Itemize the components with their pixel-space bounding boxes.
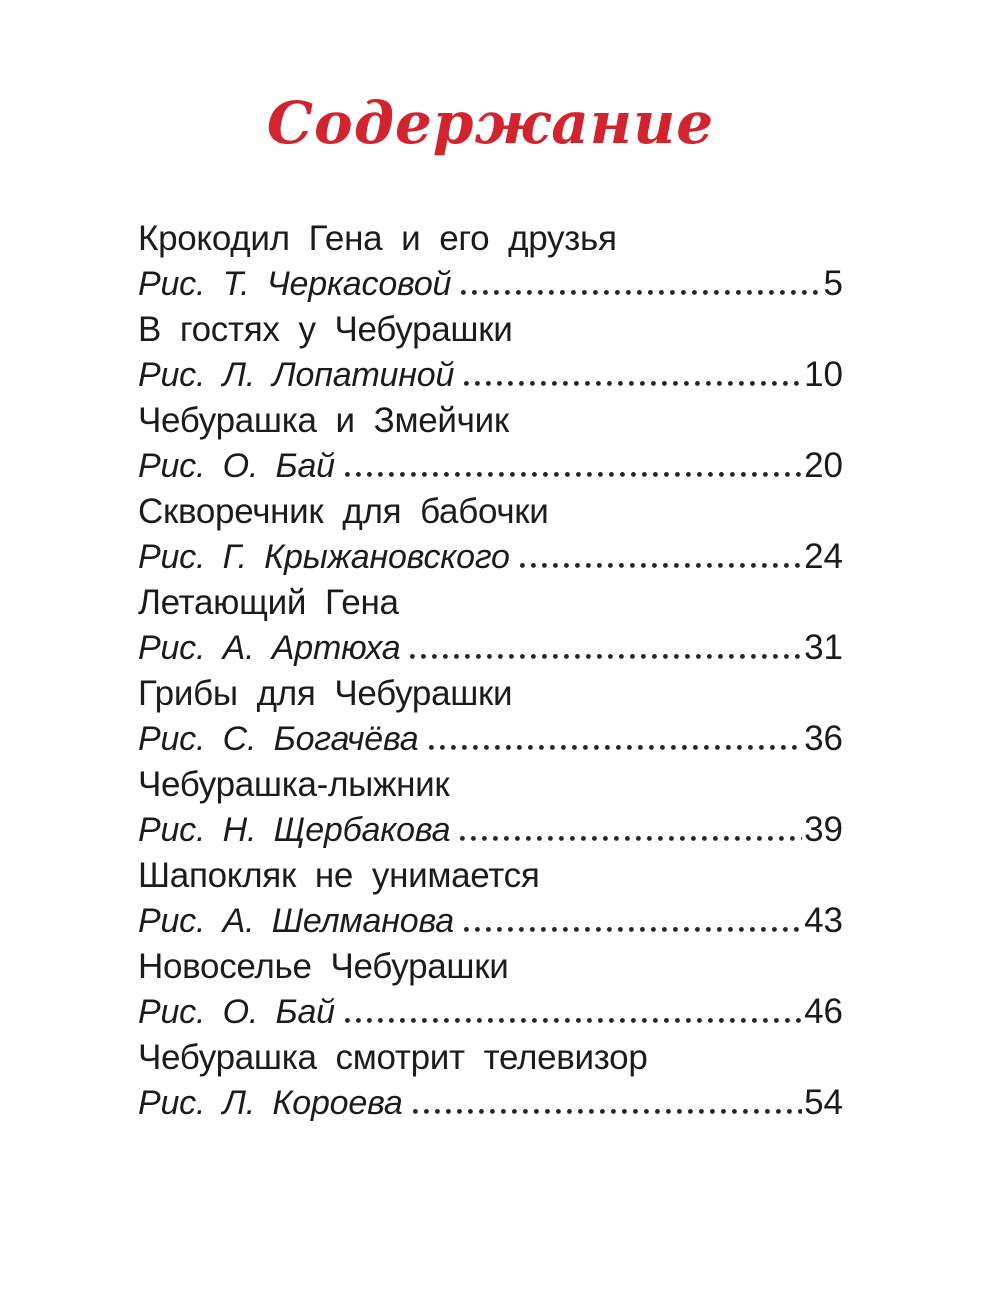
- illustrator-credit: Рис. О. Бай: [138, 993, 335, 1031]
- toc-entry: [138, 580, 843, 671]
- credit-line: [138, 989, 843, 1035]
- page-number: 43: [804, 901, 843, 940]
- toc-entry: [138, 1035, 843, 1126]
- dot-leader: [464, 381, 802, 386]
- dot-leader: [429, 745, 803, 750]
- dot-leader: [345, 1018, 802, 1023]
- page-number: 31: [804, 628, 843, 667]
- page-number: 46: [804, 992, 843, 1031]
- dot-leader: [345, 472, 802, 477]
- dot-leader: [410, 654, 802, 659]
- illustrator-credit: Рис. А. Шелманова: [138, 902, 454, 940]
- illustrator-credit: Рис. Н. Щербакова: [138, 811, 451, 849]
- toc-entry: [138, 671, 843, 762]
- toc-entry: [138, 944, 843, 1035]
- dot-leader: [460, 836, 802, 841]
- story-title: Летающий Гена: [138, 583, 399, 622]
- story-title: Чебурашка и Змейчик: [138, 401, 509, 440]
- page-number: 10: [804, 355, 843, 394]
- illustrator-credit: Рис. А. Артюха: [138, 629, 401, 667]
- story-title: Крокодил Гена и его друзья: [138, 219, 617, 258]
- toc-entry: [138, 762, 843, 853]
- page-number: 24: [804, 537, 843, 576]
- dot-leader: [520, 563, 802, 568]
- credit-line: [138, 625, 843, 671]
- page-number: 36: [804, 719, 843, 758]
- credit-line: [138, 534, 843, 580]
- toc-entry: [138, 216, 843, 307]
- dot-leader: [464, 927, 802, 932]
- credit-line: [138, 807, 843, 853]
- story-title: Грибы для Чебурашки: [138, 674, 513, 713]
- credit-line: [138, 443, 843, 489]
- toc-entry: [138, 398, 843, 489]
- illustrator-credit: Рис. Л. Короева: [138, 1084, 403, 1122]
- credit-line: [138, 352, 843, 398]
- story-title: Шапокляк не унимается: [138, 856, 540, 895]
- page-number: 39: [804, 810, 843, 849]
- page-number: 54: [804, 1083, 843, 1122]
- credit-line: [138, 716, 843, 762]
- table-of-contents: [138, 216, 843, 1126]
- credit-line: [138, 1080, 843, 1126]
- illustrator-credit: Рис. Л. Лопатиной: [138, 356, 455, 394]
- toc-entry: [138, 307, 843, 398]
- story-title: Скворечник для бабочки: [138, 492, 549, 531]
- credit-line: [138, 261, 843, 307]
- credit-line: [138, 898, 843, 944]
- page-number: 5: [823, 264, 843, 303]
- toc-entry: [138, 853, 843, 944]
- story-title: Чебурашка-лыжник: [138, 765, 450, 804]
- dot-leader: [413, 1109, 802, 1114]
- illustrator-credit: Рис. Т. Черкасовой: [138, 265, 452, 303]
- page-number: 20: [804, 446, 843, 485]
- illustrator-credit: Рис. С. Богачёва: [138, 720, 419, 758]
- illustrator-credit: Рис. О. Бай: [138, 447, 335, 485]
- page-title: Содержание: [266, 89, 715, 157]
- story-title: В гостях у Чебурашки: [138, 310, 513, 349]
- dot-leader: [461, 290, 821, 295]
- illustrator-credit: Рис. Г. Крыжановского: [138, 538, 510, 576]
- story-title: Чебурашка смотрит телевизор: [138, 1038, 648, 1077]
- toc-entry: [138, 489, 843, 580]
- story-title: Новоселье Чебурашки: [138, 947, 509, 986]
